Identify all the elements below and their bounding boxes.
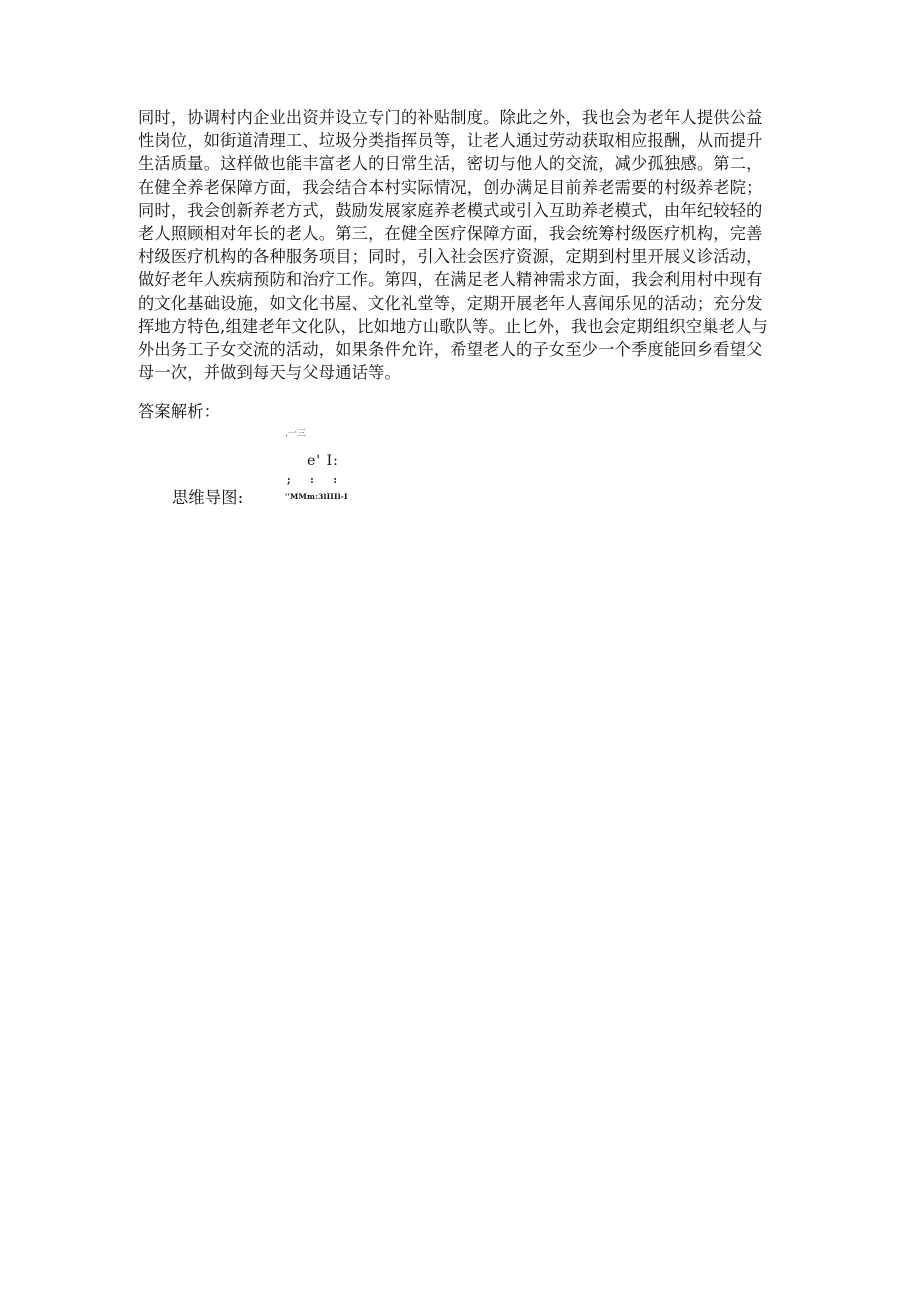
mindmap-garbled-line: .一三 xyxy=(285,429,306,439)
paragraph-line: 外出务工子女交流的活动，如果条件允许，希望老人的子女至少一个季度能回乡看望父 xyxy=(138,340,763,360)
mindmap-garbled-line: e' I: xyxy=(307,453,339,469)
paragraph-line: 母一次，并做到每天与父母通话等。 xyxy=(138,363,401,383)
paragraph-line: 老人照顾相对年长的老人。第三，在健全医疗保障方面，我会统筹村级医疗机构，完善 xyxy=(138,224,763,244)
mindmap-garbled-line: ''MMm:3lIIIl-I xyxy=(285,492,348,501)
paragraph-line: 村级医疗机构的各种服务项目；同时，引入社会医疗资源，定期到村里开展义诊活动， xyxy=(138,247,763,267)
paragraph-line: 在健全养老保障方面，我会结合本村实际情况，创办满足目前养老需要的村级养老院； xyxy=(138,177,763,197)
paragraph-line: 同时，协调村内企业出资并设立专门的补贴制度。除此之外，我也会为老年人提供公益 xyxy=(138,108,763,127)
mindmap-garbled-line: ; : : xyxy=(287,475,346,486)
paragraph-line: 挥地方特色,组建老年文化队，比如地方山歌队等。止匕外，我也会定期组织空巢老人与 xyxy=(138,316,769,336)
mindmap-garbled-image xyxy=(285,428,395,508)
body-paragraph xyxy=(138,106,788,384)
paragraph-line: 性岗位，如街道清理工、垃圾分类指挥员等，让老人通过劳动获取相应报酬，从而提升 xyxy=(138,131,763,151)
mindmap-label: 思维导图: xyxy=(172,488,244,507)
answer-analysis-heading: 答案解析： xyxy=(138,402,221,421)
paragraph-line: 做好老年人疾病预防和治疗工作。第四，在满足老人精神需求方面，我会利用村中现有 xyxy=(138,270,763,290)
paragraph-line: 生活质量。这样做也能丰富老人的日常生活，密切与他人的交流，减少孤独感。第二， xyxy=(138,154,763,174)
paragraph-line: 同时，我会创新养老方式，鼓励发展家庭养老模式或引入互助养老模式，由年纪较轻的 xyxy=(138,200,763,220)
paragraph-line: 的文化基础设施，如文化书屋、文化礼堂等，定期开展老年人喜闻乐见的活动；充分发 xyxy=(138,293,763,313)
